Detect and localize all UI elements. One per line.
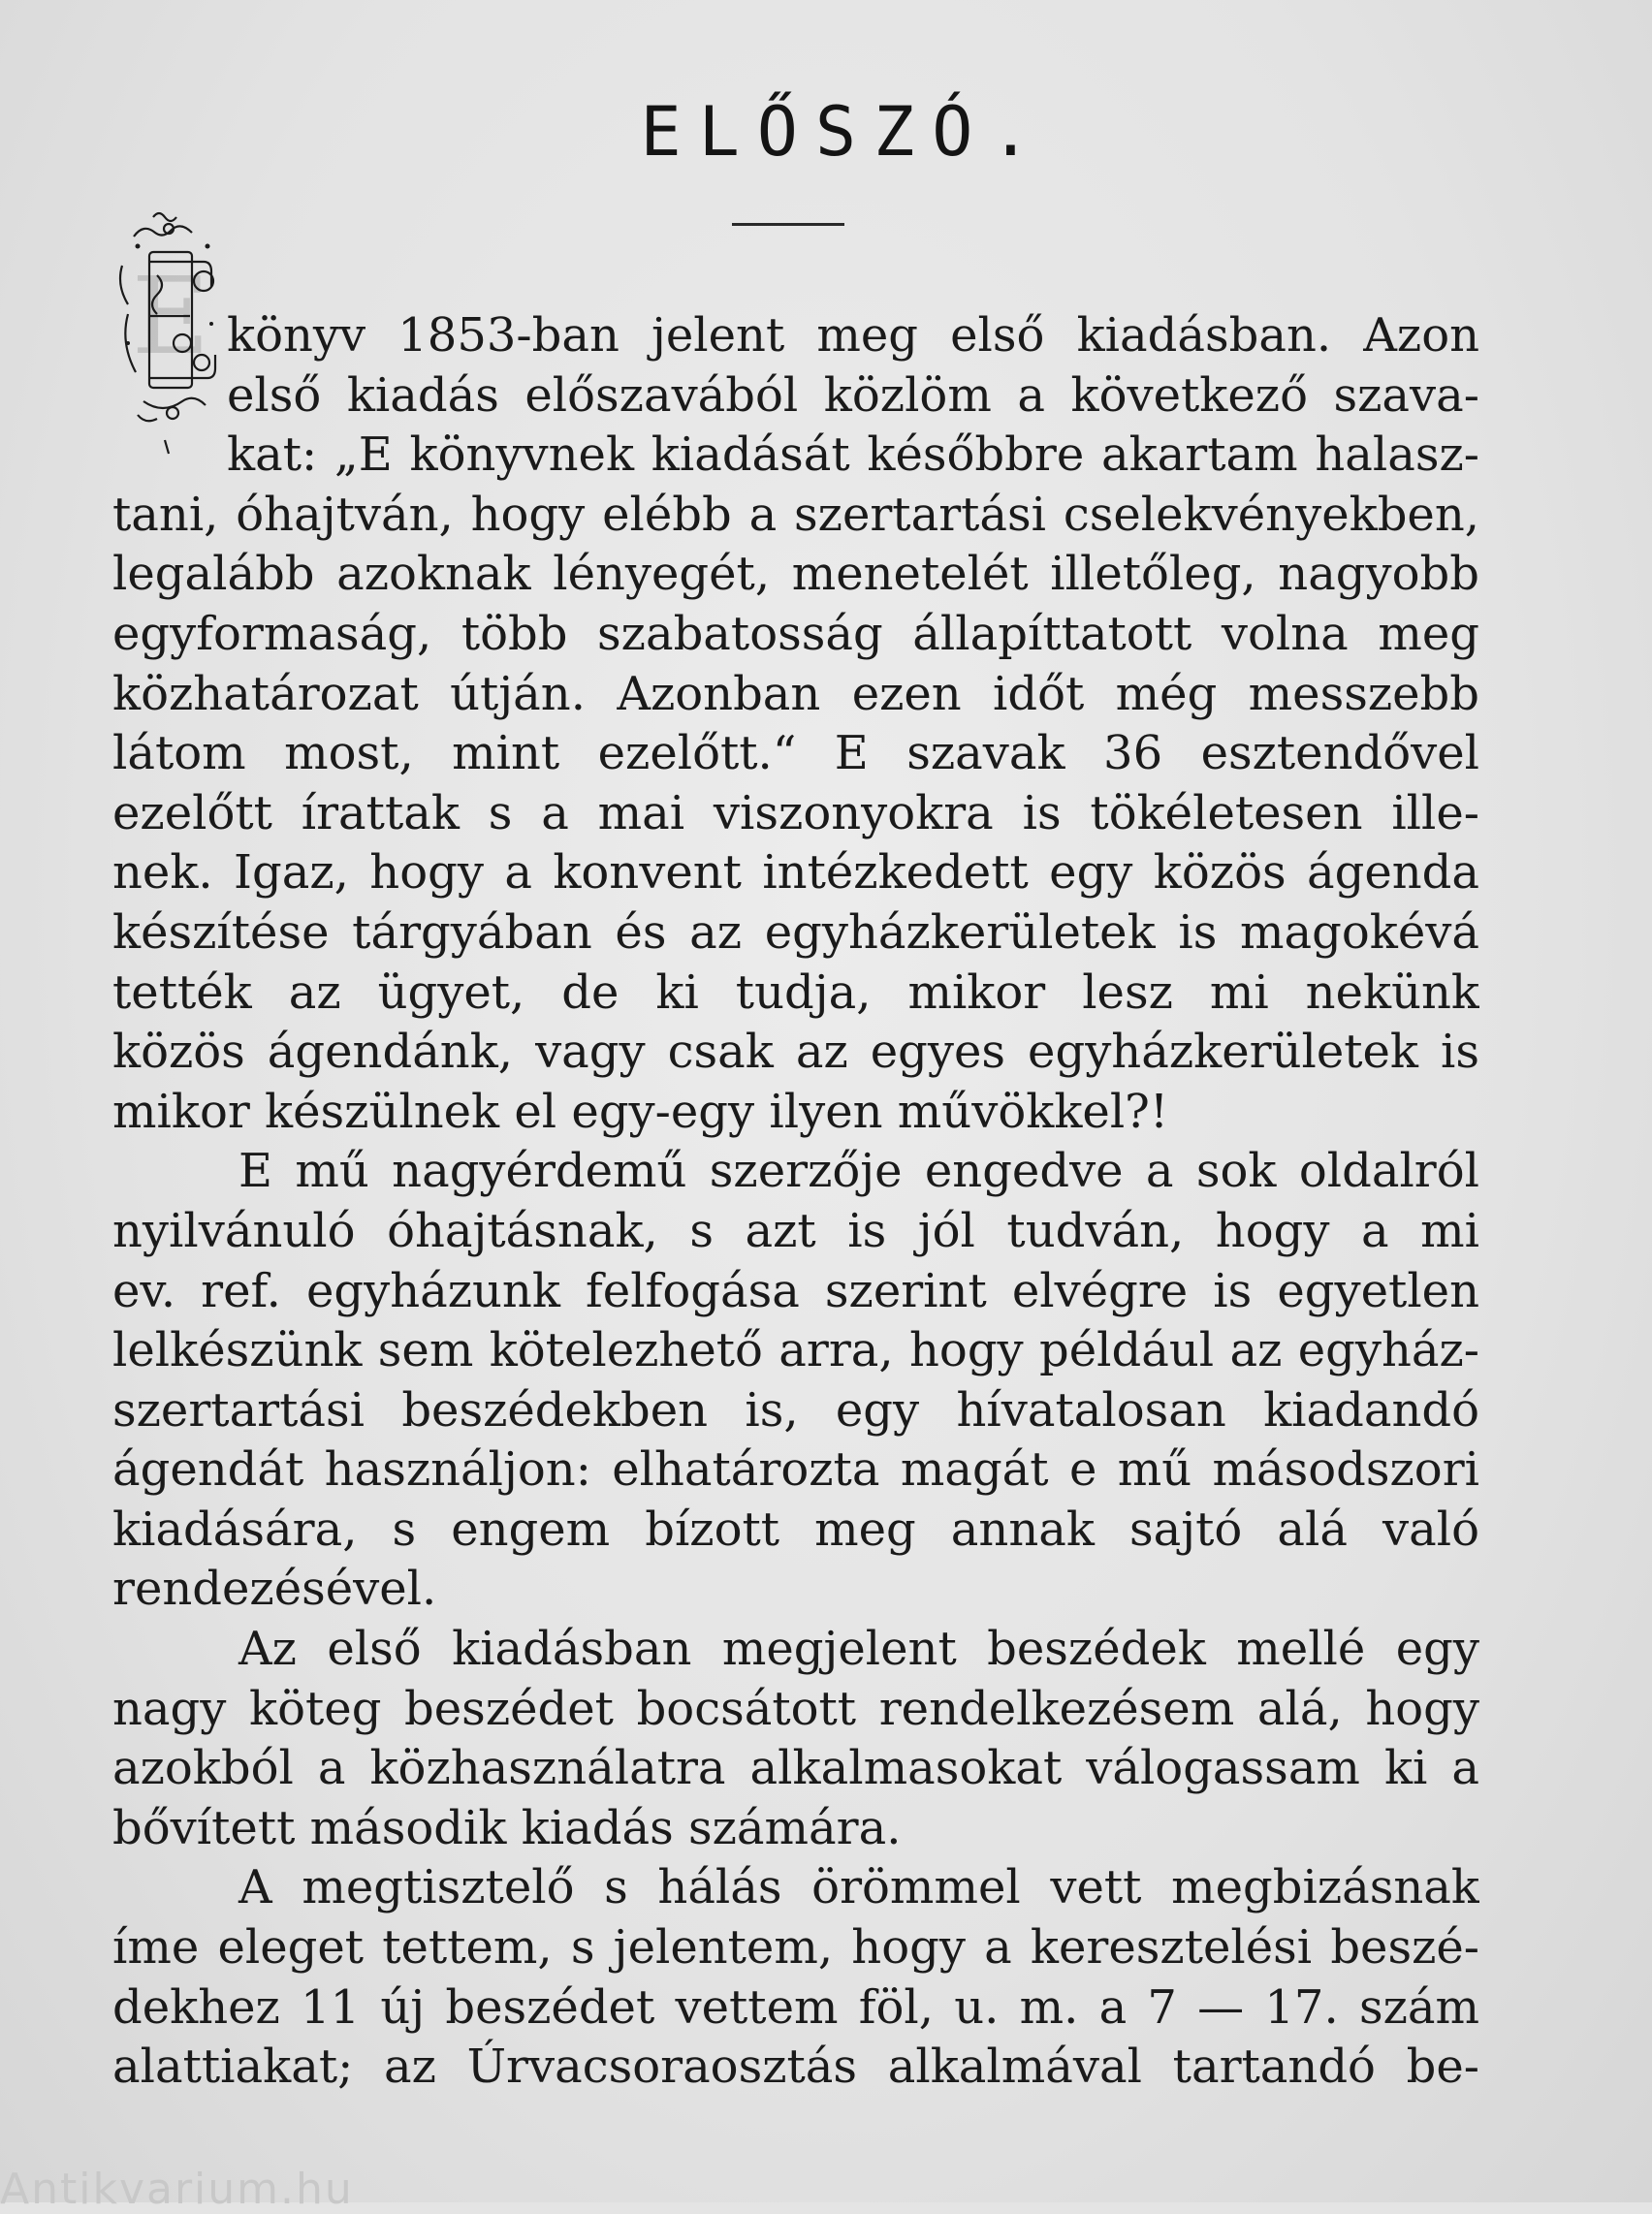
text-line: mikor készülnek el egy-egy ilyen művökkel?!: [112, 1084, 1169, 1139]
text-line: A megtisztelő s hálás örömmel vett megbizásnak: [238, 1860, 1479, 1915]
text-line: azokból a közhasználatra alkalmasokat válogassam ki a: [112, 1741, 1479, 1796]
text-line: egyformaság, több szabatosság állapíttatott volna meg: [112, 606, 1479, 661]
text-line: legalább azoknak lényegét, menetelét illetőleg, nagyobb: [112, 547, 1479, 602]
text-line: kiadására, s engem bízott meg annak sajtó alá való: [112, 1502, 1479, 1557]
text-line: látom most, mint ezelőtt.“ E szavak 36 esztendővel: [112, 726, 1479, 781]
text-line: könyv 1853-ban jelent meg első kiadásban. Azon: [227, 308, 1479, 363]
body-text: [112, 306, 1479, 2098]
drop-cap-letter: E: [131, 254, 210, 378]
text-line: készítése tárgyában és az egyházkerületek is magokévá: [112, 904, 1479, 960]
text-line: lelkészünk sem kötelezhető arra, hogy például az egyház-: [112, 1323, 1479, 1378]
text-line: ev. ref. egyházunk felfogása szerint elvégre is egyetlen: [112, 1263, 1479, 1318]
text-line: E mű nagyérdemű szerzője engedve a sok oldalról: [238, 1144, 1479, 1199]
text-line: nyilvánuló óhajtásnak, s azt is jól tudván, hogy a mi: [112, 1203, 1479, 1258]
text-line: íme eleget tettem, s jelentem, hogy a keresztelési beszé-: [112, 1920, 1479, 1976]
text-line: dekhez 11 új beszédet vettem föl, u. m. a 7 — 17. szám: [112, 1979, 1479, 2035]
text-line: első kiadás előszavából közlöm a következő szava-: [227, 367, 1479, 423]
text-line: alattiakat; az Úrvacsoraosztás alkalmával tartandó be-: [112, 2040, 1479, 2095]
text-line: tették az ügyet, de ki tudja, mikor lesz mi nekünk: [112, 965, 1479, 1020]
page-title: ELŐSZÓ.: [640, 92, 1049, 172]
text-line: bővített második kiadás számára.: [112, 1800, 902, 1855]
text-line: ágendát használjon: elhatározta magát e mű másodszori: [112, 1442, 1479, 1498]
title-divider: [732, 223, 844, 226]
text-line: tani, óhajtván, hogy elébb a szertartási cselekvényekben,: [112, 487, 1479, 542]
text-line: szertartási beszédekben is, egy hívatalosan kiadandó: [112, 1382, 1479, 1438]
watermark: Antikvarium.hu: [0, 2165, 354, 2214]
text-line: ezelőtt írattak s a mai viszonyokra is tökéletesen ille-: [112, 785, 1479, 840]
text-line: közös ágendánk, vagy csak az egyes egyházkerületek is: [112, 1025, 1479, 1080]
text-line: kat: „E könyvnek kiadását későbbre akartam halasz-: [227, 427, 1479, 483]
text-line: rendezésével.: [112, 1562, 437, 1617]
text-line: Az első kiadásban megjelent beszédek mellé egy: [238, 1622, 1479, 1677]
text-line: nek. Igaz, hogy a konvent intézkedett egy közös ágenda: [112, 845, 1479, 901]
text-line: közhatározat útján. Azonban ezen időt még messzebb: [112, 666, 1479, 721]
text-line: nagy köteg beszédet bocsátott rendelkezésem alá, hogy: [112, 1681, 1479, 1736]
